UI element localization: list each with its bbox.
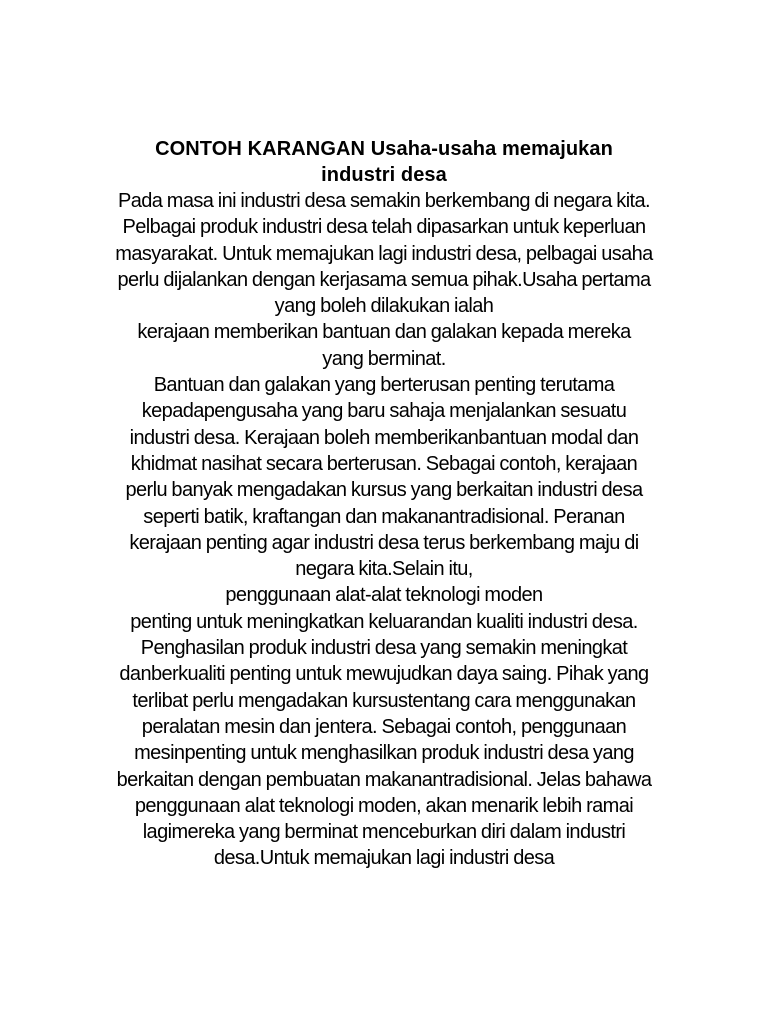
document-page xyxy=(88,136,680,872)
title-line: CONTOH KARANGAN Usaha-usaha memajukan xyxy=(155,138,613,160)
body-line: penggunaan alat-alat teknologi moden xyxy=(225,584,543,607)
body-line: peralatan mesin dan jentera. Sebagai contoh, penggunaan xyxy=(141,715,627,738)
body-line: seperti batik, kraftangan dan makanantradisional. Peranan xyxy=(143,505,625,528)
body-line: penggunaan alat teknologi moden, akan menarik lebih ramai xyxy=(134,794,634,817)
body-line: Bantuan dan galakan yang berterusan penting terutama xyxy=(153,374,615,397)
body-line: terlibat perlu mengadakan kursustentang cara menggunakan xyxy=(132,689,636,712)
title-line: industri desa xyxy=(321,164,447,186)
body-line: negara kita.Selain itu, xyxy=(295,558,473,581)
body-line: khidmat nasihat secara berterusan. Sebagai contoh, kerajaan xyxy=(130,452,638,475)
body-line: Penghasilan produk industri desa yang semakin meningkat xyxy=(140,637,628,660)
body-line: Pelbagai produk industri desa telah dipasarkan untuk keperluan xyxy=(122,216,646,239)
body-line: desa.Untuk memajukan lagi industri desa xyxy=(213,847,555,870)
body-line: perlu banyak mengadakan kursus yang berkaitan industri desa xyxy=(125,479,643,502)
body-line: kerajaan penting agar industri desa terus berkembang maju di xyxy=(129,531,639,554)
body-line: Pada masa ini industri desa semakin berkembang di negara kita. xyxy=(118,190,650,212)
body-line: industri desa. Kerajaan boleh memberikanbantuan modal dan xyxy=(129,426,639,449)
body-line: kepadapengusaha yang baru sahaja menjalankan sesuatu xyxy=(141,400,627,423)
document-body xyxy=(88,188,680,872)
body-line: penting untuk meningkatkan keluarandan kualiti industri desa. xyxy=(130,610,638,633)
body-line: lagimereka yang berminat menceburkan diri dalam industri xyxy=(142,821,626,844)
body-line: yang boleh dilakukan ialah xyxy=(274,295,494,318)
body-line: mesinpenting untuk menghasilkan produk industri desa yang xyxy=(134,742,634,765)
body-line: berkaitan dengan pembuatan makanantradisional. Jelas bahawa xyxy=(116,768,652,791)
body-line: perlu dijalankan dengan kerjasama semua pihak.Usaha pertama xyxy=(117,268,651,291)
body-line: kerajaan memberikan bantuan dan galakan kepada mereka xyxy=(137,321,631,344)
body-line: masyarakat. Untuk memajukan lagi industri desa, pelbagai usaha xyxy=(115,242,653,265)
body-line: yang berminat. xyxy=(322,347,446,370)
document-title xyxy=(88,136,680,188)
body-line: danberkualiti penting untuk mewujudkan daya saing. Pihak yang xyxy=(119,663,649,686)
